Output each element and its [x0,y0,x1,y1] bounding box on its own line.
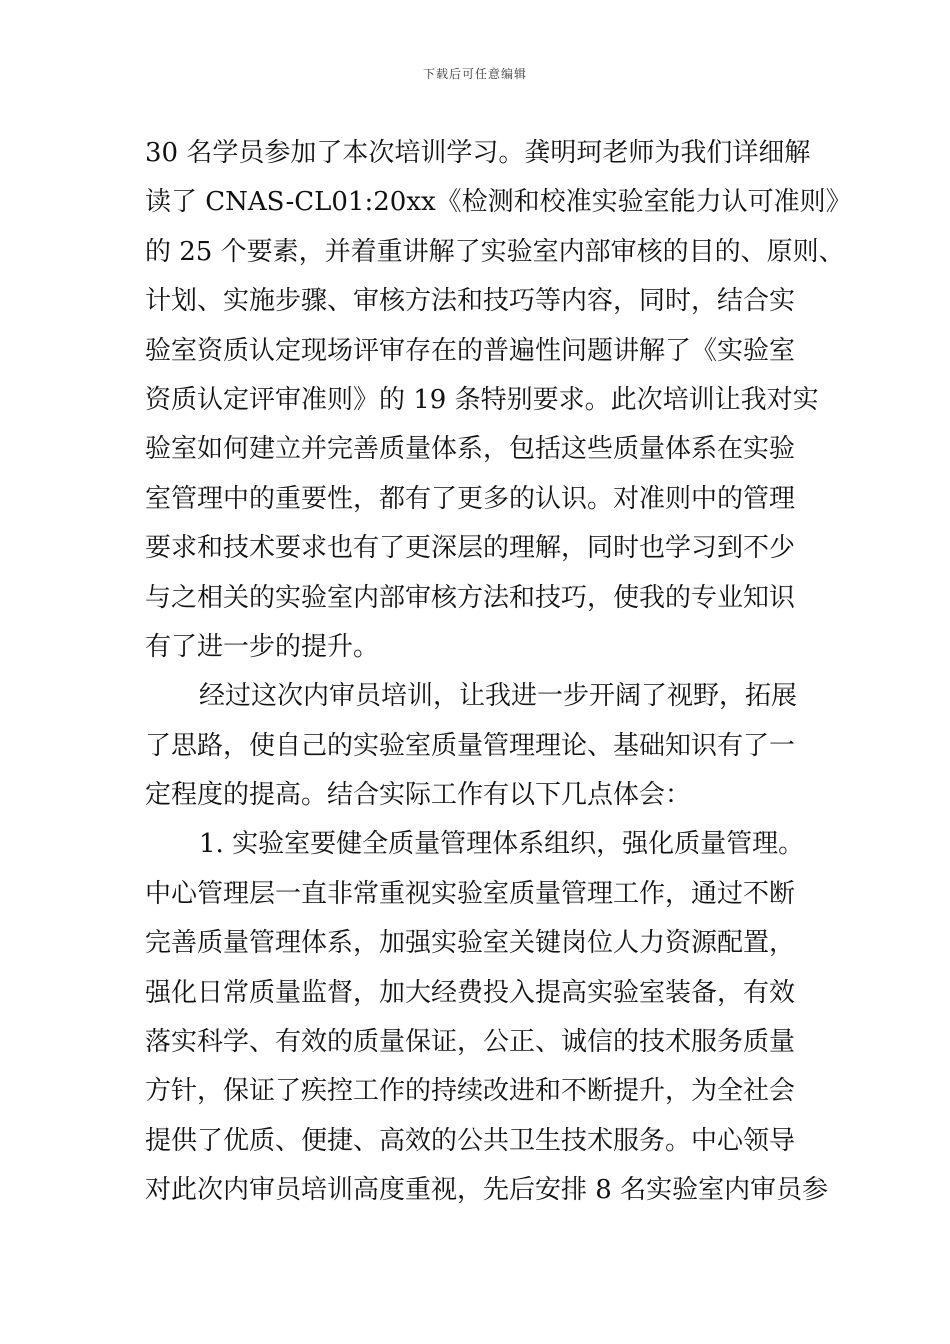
text-line: 提供了优质、便捷、高效的公共卫生技术服务。中心领导 [145,1125,796,1156]
text-line: 室管理中的重要性，都有了更多的认识。对准则中的管理 [145,483,796,514]
text-line: 中心管理层一直非常重视实验室质量管理工作，通过不断 [145,878,796,909]
text-line: 读了 CNAS-CL01:20xx《检测和校准实验室能力认可准则》 [145,187,852,218]
text-line: 计划、实施步骤、审核方法和技巧等内容，同时，结合实 [145,286,796,317]
text-line: 与之相关的实验室内部审核方法和技巧，使我的专业知识 [145,582,796,613]
text-line: 有了进一步的提升。 [145,631,380,662]
text-line: 了思路，使自己的实验室质量管理理论、基础知识有了一 [145,730,796,761]
text-line: 验室如何建立并完善质量体系，包括这些质量体系在实验 [145,434,796,465]
paragraph-start-line: 经过这次内审员培训，让我进一步开阔了视野，拓展 [199,681,798,712]
text-line: 要求和技术要求也有了更深层的理解，同时也学习到不少 [145,533,796,564]
text-line: 资质认定评审准则》的 19 条特别要求。此次培训让我对实 [145,384,819,415]
text-line: 落实科学、有效的质量保证，公正、诚信的技术服务质量 [145,1027,796,1058]
page-header: 下载后可任意编辑 [422,67,527,81]
text-line: 的 25 个要素，并着重讲解了实验室内部审核的目的、原则、 [145,236,845,267]
numbered-point-line: 1. 实验室要健全质量管理体系组织，强化质量管理。 [199,829,805,860]
text-line: 30 名学员参加了本次培训学习。龚明珂老师为我们详细解 [145,138,811,168]
document-body [145,129,852,1216]
text-line: 验室资质认定现场评审存在的普遍性问题讲解了《实验室 [145,335,796,366]
text-line: 强化日常质量监督，加大经费投入提高实验室装备，有效 [145,977,796,1008]
text-line: 完善质量管理体系，加强实验室关键岗位人力资源配置， [145,928,796,959]
text-line: 定程度的提高。结合实际工作有以下几点体会： [145,780,692,811]
text-line: 对此次内审员培训高度重视，先后安排 8 名实验室内审员参 [145,1175,829,1206]
text-line: 方针，保证了疾控工作的持续改进和不断提升，为全社会 [145,1076,796,1107]
